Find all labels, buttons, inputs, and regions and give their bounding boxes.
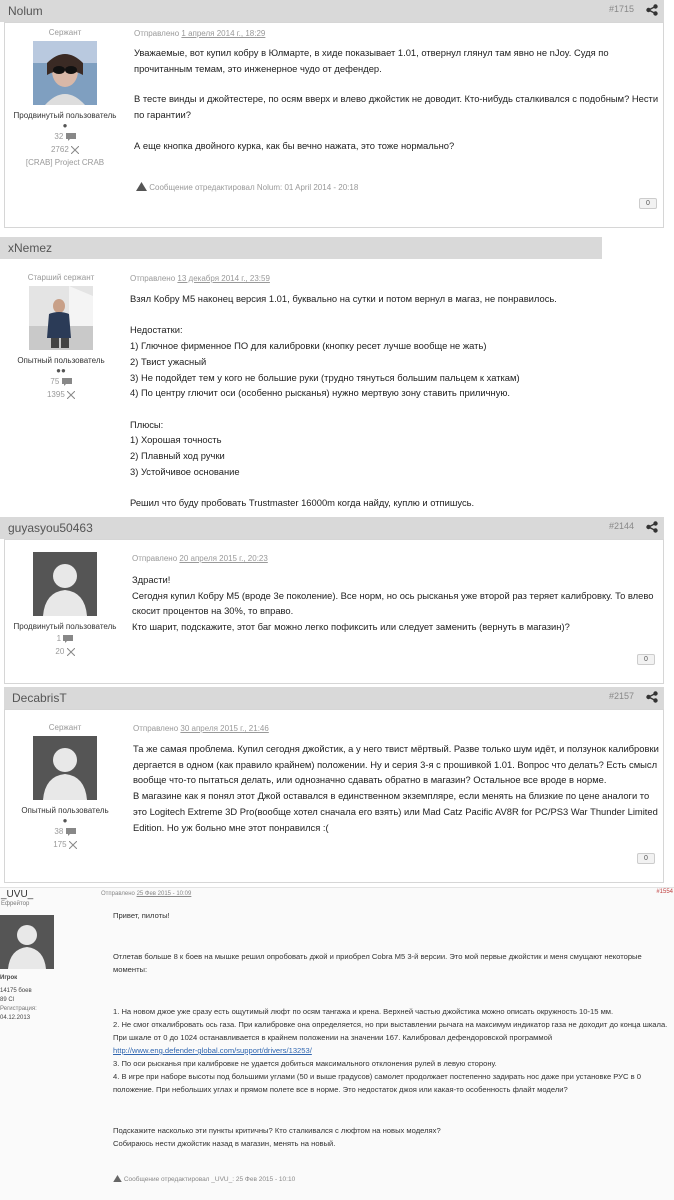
avatar[interactable]: [33, 736, 97, 800]
user-info: [5, 28, 125, 167]
user-status: Продвинутый пользователь: [13, 622, 117, 631]
username-link[interactable]: xNemez: [8, 241, 53, 255]
post-number-link[interactable]: #2144: [608, 521, 634, 531]
message-count: 75: [0, 375, 122, 388]
post-text: Здрасти! Сегодня купил Кобру М5 (вроде 3е поколение). Все норм, но ось рысканья уже второй раз теряет калибровку. То влево скосит процентов на 30%, то вправо. Кто шарит, подскажите, этот баг можно легко пофиксить или следует заменить (вернуть в магазин)?: [132, 574, 654, 633]
post-paragraph: В тесте винды и джойтестере, по осям вверх и влево джойстик не доводит. Кто-нибудь сталкивался с подобным? Нести по гарантии?: [134, 93, 661, 121]
comment-icon: [66, 133, 76, 141]
post-intro: Отлетав больше 8 к боев на мышке решил опробовать джой и приобрел Cobra M5 3-й версии. Это мой первые джойстик и меня смущают некоторые моменты:: [113, 952, 642, 974]
post-date-link[interactable]: 25 Фев 2015 - 10:09: [136, 891, 192, 897]
rating-count: 1395: [0, 388, 122, 401]
user-role: Игрок: [0, 975, 18, 981]
user-status: Продвинутый пользователь: [13, 111, 117, 120]
driver-link[interactable]: http://www.eng.defender-global.com/support/drivers/13253/: [113, 1046, 312, 1055]
user-dots: ●: [62, 816, 68, 825]
warning-icon: [136, 182, 147, 191]
user-info: [5, 723, 125, 851]
post-card: [4, 709, 664, 883]
post-number-link[interactable]: #1715: [608, 4, 634, 14]
comment-icon: [62, 378, 72, 386]
post-header: [0, 517, 664, 539]
post-text: Взял Кобру М5 наконец версия 1.01, буквально на сутки и потом вернул в магаз, не понравилось. Недостатки: 1) Глючное фирменное ПО для калибровки (кнопку ресет лучше вообще не жать) 2) Твист ужасный 3) Не подойдет тем у кого не большие руки (трудно тянуться большим пальцем к хаткам) 4) По центру глючит оси (особенно рысканья) нужно мертвую зону ставить приличную. Плюсы: 1) Хорошая точность 2) Плавный ход ручки 3) Устойчивое основание Решил что буду пробовать Trustmaster 16000m когда найду, куплю и отпишусь.: [130, 293, 557, 509]
post-number-link[interactable]: #1554: [656, 889, 673, 895]
post-date-link[interactable]: 13 декабря 2014 г., 23:59: [177, 274, 270, 283]
post-date: Отправлено 25 Фев 2015 - 10:09: [101, 891, 192, 897]
post-body: [130, 291, 660, 511]
like-count[interactable]: 0: [639, 198, 657, 209]
user-cl: 89 Cl: [0, 997, 15, 1003]
user-rank: Сержант: [48, 723, 82, 732]
post-greeting: Привет, пилоты!: [113, 911, 170, 920]
avatar[interactable]: [0, 915, 54, 969]
post-body: [134, 45, 660, 154]
user-status: Опытный пользователь: [21, 806, 109, 815]
registration-label: Регистрация:: [0, 1006, 37, 1012]
post-item: 2. Не смог откалибровать ось газа. При калибровке она определяется, но при выставлении рычага на максимум индикатор газа не доходит до конца шкала. При шкале от 0 до 1024 останавливается в крайнем положении на значении 167. Калибровал дефендоровской программой: [113, 1020, 668, 1042]
post: [0, 887, 674, 1200]
rating-count: 175: [5, 838, 125, 851]
post-number-link[interactable]: #2157: [608, 691, 634, 701]
post-date: Отправлено 13 декабря 2014 г., 23:59: [130, 274, 270, 283]
user-dots: ●: [62, 121, 68, 130]
swords-icon: [67, 391, 75, 399]
post-link-line: [113, 1045, 669, 1058]
share-icon[interactable]: [646, 4, 658, 16]
post-item: 1. На новом джое уже сразу есть ощутимый люфт по осям тангажа и крена. Верхней частью джойстика можно описать окружность 10-15 мм.: [113, 1007, 614, 1016]
user-status: Опытный пользователь: [17, 356, 105, 365]
avatar[interactable]: [29, 286, 93, 350]
post-body: [133, 741, 659, 835]
rating-count: 2762: [5, 143, 125, 156]
user-battles: 14175 боев: [0, 988, 32, 994]
user-info: [0, 273, 122, 401]
post-date: Отправлено 20 апреля 2015 г., 20:23: [132, 554, 268, 563]
post-paragraph: Уважаемые, вот купил кобру в Юлмарте, в хиде показывает 1.01, отвернул глянул там явно не nJoy. Судя по прочитанным темам, это инженерное чудо от дефендер.: [134, 47, 612, 74]
comment-icon: [63, 635, 73, 643]
rating-count: 20: [5, 645, 125, 658]
post-item: 4. В игре при наборе высоты под большими углами (50 и выше градусов) самолет продолжает постепенно задирать нос даже при установке РУС в 0 положение. При небольших углах и прямом полете все в норме. Это недостаток джоя или какая-то особенность флайт модели?: [113, 1072, 641, 1094]
comment-icon: [66, 828, 76, 836]
post-date-link[interactable]: 1 апреля 2014 г., 18:29: [181, 29, 266, 38]
user-rank: Старший сержант: [27, 273, 95, 282]
post: [0, 517, 674, 684]
post-item: 3. По оси рысканья при калибровке не удается добиться максимального отклонения рулей в левую сторону.: [113, 1059, 497, 1068]
user-info: [5, 552, 125, 658]
message-count: 32: [5, 130, 125, 143]
username-link[interactable]: _UVU_: [1, 889, 34, 900]
post-header: [0, 0, 664, 22]
user-rank: Сержант: [48, 28, 82, 37]
message-count: 1: [5, 632, 125, 645]
post-card: [4, 539, 664, 684]
swords-icon: [67, 648, 75, 656]
avatar[interactable]: [33, 552, 97, 616]
like-count[interactable]: 0: [637, 853, 655, 864]
post-date: Отправлено 30 апреля 2015 г., 21:46: [133, 724, 269, 733]
post-date: Отправлено 1 апреля 2014 г., 18:29: [134, 29, 266, 38]
swords-icon: [69, 841, 77, 849]
post: [0, 687, 674, 885]
warning-icon: [113, 1175, 122, 1182]
post-card: [4, 22, 664, 228]
post: [0, 0, 674, 234]
username-link[interactable]: Nolum: [8, 4, 43, 18]
avatar[interactable]: [33, 41, 97, 105]
message-count: 38: [5, 825, 125, 838]
user-title: Ефрейтор: [1, 901, 30, 907]
like-count[interactable]: 0: [637, 654, 655, 665]
post: [0, 237, 674, 517]
edited-note: Сообщение отредактировал _UVU_: 25 Фев 2015 - 10:10: [113, 1175, 295, 1183]
post-date-link[interactable]: 20 апреля 2015 г., 20:23: [179, 554, 268, 563]
share-icon[interactable]: [646, 521, 658, 533]
swords-icon: [71, 146, 79, 154]
post-header: [4, 687, 664, 709]
post-paragraph: А еще кнопка двойного курка, как бы вечно нажата, это тоже нормально?: [134, 139, 455, 151]
post-body: [132, 572, 660, 635]
share-icon[interactable]: [646, 691, 658, 703]
username-link[interactable]: guyasyou50463: [8, 521, 93, 535]
post-header: [0, 237, 602, 259]
user-group: [CRAB] Project CRAB: [25, 158, 105, 167]
edited-note: Сообщение отредактировал Nolum: 01 April 2014 - 20:18: [136, 182, 358, 192]
post-date-link[interactable]: 30 апреля 2015 г., 21:46: [180, 724, 269, 733]
user-details: [0, 974, 37, 1023]
user-dots: ●●: [56, 366, 66, 375]
registration-date: 04.12.2013: [0, 1015, 31, 1021]
post-outro: Подскажите насколько эти пункты критичны? Кто сталкивался с люфтом на новых моделях? Собираюсь нести джойстик назад в магазин, менять на новый.: [113, 1126, 441, 1148]
post-text: Та же самая проблема. Купил сегодня джойстик, а у него твист мёртвый. Разве только шум идёт, и ползунок калибровки дергается в одном (как правило крайнем) положении. Ну и серия 3-я с прошивкой 1.01. Вопрос что делать? Есть смысл вообще что-то пытаться делать, или однозначно сдавать обратно в магазин? Остальное все вроде в норме. В магазине как я понял этот Джой оставался в единственном экземпляре, если менять на близкие по цене аналоги то это Logitech Extreme 3D Pro(вообще хотел сначала его взять) или Mad Catz Pacific AV8R for PC/PS3 War Thunder Limited Edition. Но уж больно мне этот понравился :(: [133, 743, 659, 833]
username-link[interactable]: DecabrisT: [12, 691, 67, 705]
